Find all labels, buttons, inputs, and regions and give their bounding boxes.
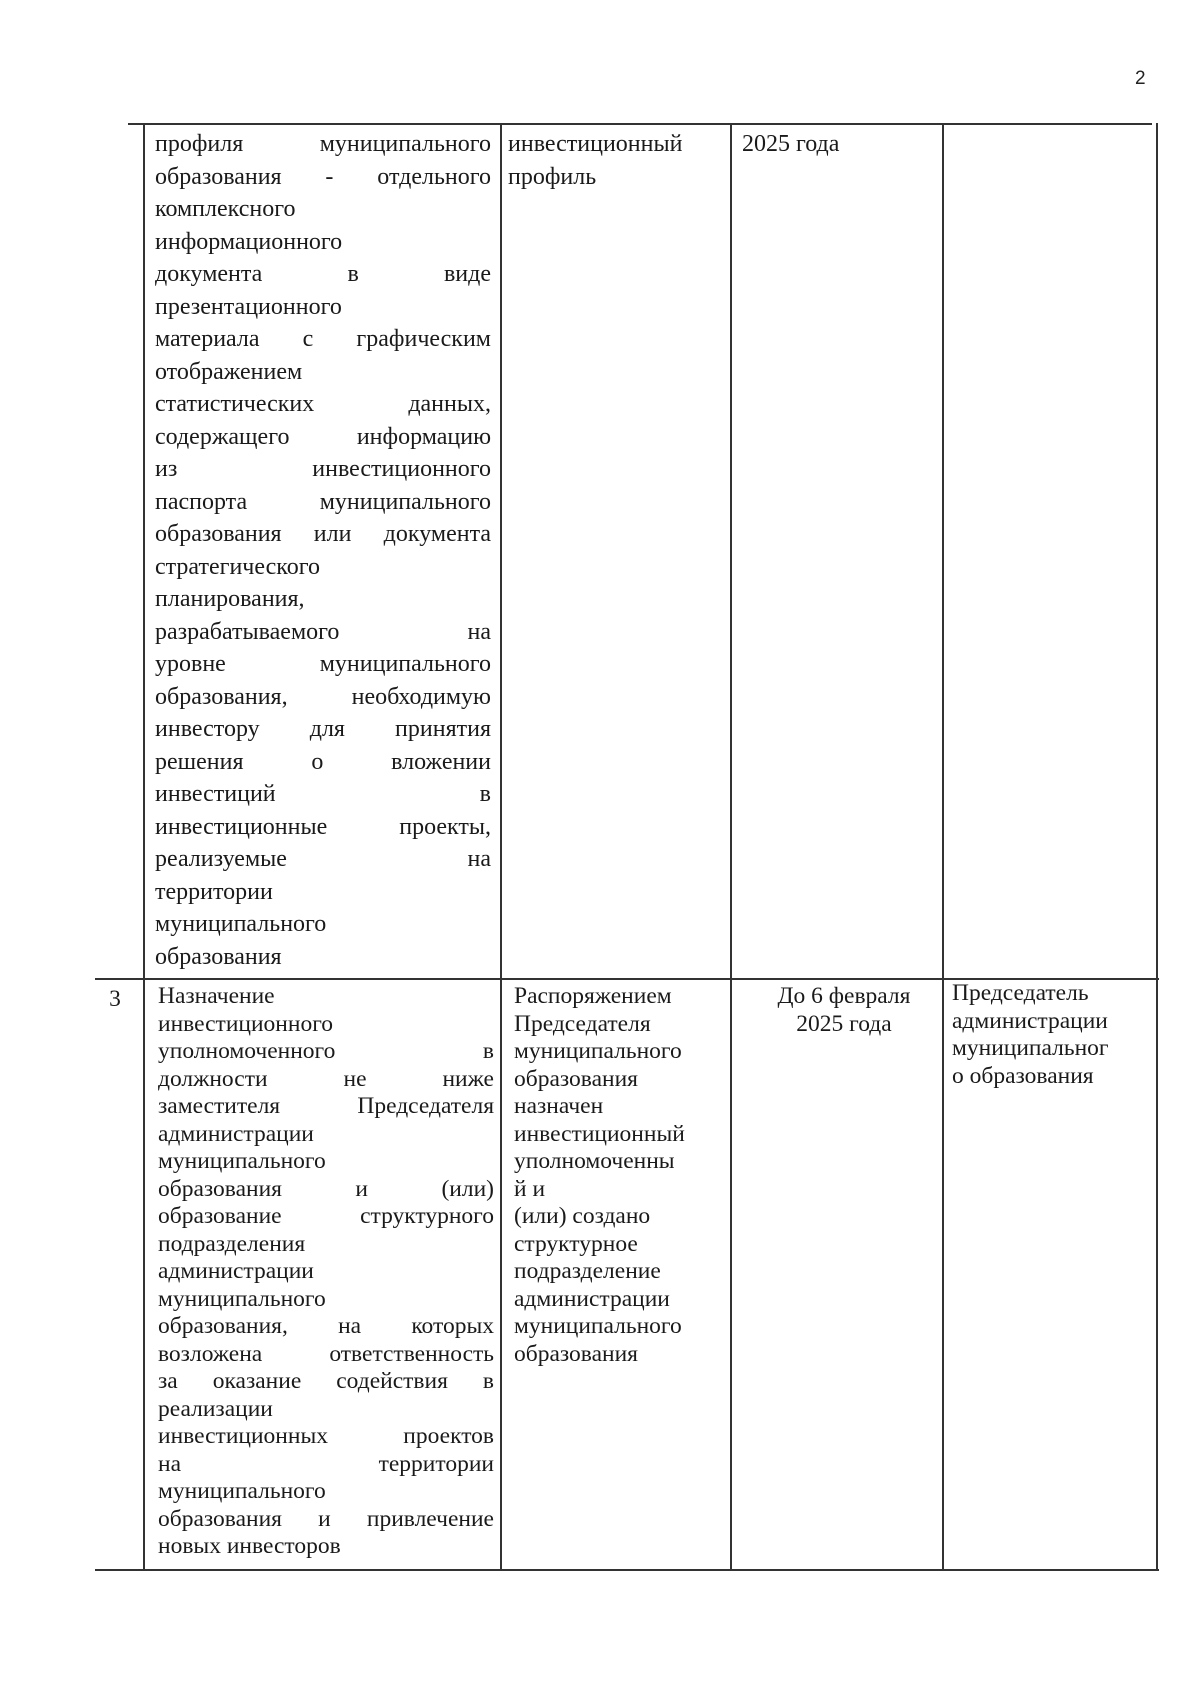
description-line: материала с графическим (155, 326, 491, 352)
deadline (742, 128, 938, 161)
description-line: образования, необходимую (155, 683, 491, 710)
result-line: образования (514, 1065, 638, 1092)
description-line: образования и привлечение (158, 1505, 494, 1532)
description-line: администрации (158, 1120, 314, 1147)
description-line: подразделения (158, 1230, 306, 1257)
description-line: презентационного (155, 293, 342, 320)
description-line: инвестиций в (155, 781, 491, 807)
deadline (752, 983, 936, 1038)
description-line: муниципального (158, 1285, 326, 1312)
description-line: разрабатываемого на (155, 618, 491, 645)
description-line: Назначение (158, 983, 275, 1009)
description-line: профиля муниципального (155, 131, 491, 157)
responsible-line: администрации (952, 1007, 1108, 1034)
responsible-line: муниципальног (952, 1035, 1109, 1061)
description-line: образования - отдельного (155, 163, 491, 190)
responsible-line: о образования (952, 1062, 1094, 1089)
description-line: возложена ответственность (158, 1340, 494, 1367)
description-line: инвестиционного (158, 1010, 334, 1037)
deadline-line: 2025 года (796, 1010, 892, 1037)
description-line: паспорта муниципального (155, 488, 491, 515)
table-bottom-border (95, 1569, 1159, 1571)
column-border (143, 123, 145, 1569)
deadline-line: До 6 февраля (777, 983, 911, 1009)
result-line: инвестиционный (508, 131, 683, 157)
responsible (952, 980, 1154, 1090)
result-line: администрации (514, 1285, 670, 1312)
page-number: 2 (1135, 68, 1146, 89)
description-line: уполномоченного в (158, 1038, 494, 1064)
result-line: образования (514, 1340, 638, 1367)
task-description (155, 128, 491, 973)
column-border (500, 123, 502, 1569)
result-line: назначен (514, 1093, 604, 1119)
result-line: уполномоченны (514, 1148, 675, 1174)
description-line: образования или документа (155, 521, 491, 547)
description-line: образования (155, 943, 282, 970)
result-line: подразделение (514, 1258, 661, 1284)
description-line: инвестиционных проектов (158, 1423, 494, 1449)
table-top-border (128, 123, 1152, 125)
description-line: реализуемые на (155, 846, 491, 872)
description-line: комплексного (155, 196, 296, 222)
description-line: реализации (158, 1395, 273, 1422)
description-line: образования, на которых (158, 1313, 494, 1339)
deadline-line: 2025 года (742, 131, 840, 157)
result-line: Председателя (514, 1010, 651, 1037)
description-line: из инвестиционного (155, 456, 491, 482)
description-line: новых инвесторов (158, 1533, 341, 1559)
description-line: стратегического (155, 553, 320, 580)
column-border (1156, 123, 1158, 1569)
description-line: на территории (158, 1450, 494, 1477)
description-line: уровне муниципального (155, 651, 491, 677)
description-line: инвестиционные проекты, (155, 813, 491, 840)
description-line: заместителя Председателя (158, 1093, 494, 1119)
responsible-line: Председатель (952, 980, 1089, 1006)
task-description (158, 983, 494, 1561)
result-line: муниципального (514, 1313, 682, 1339)
description-line: содержащего информацию (155, 423, 491, 450)
result-line: инвестиционный (514, 1120, 685, 1147)
description-line: муниципального (158, 1148, 326, 1174)
description-line: должности не ниже (158, 1065, 494, 1092)
result-line: й и (514, 1175, 546, 1202)
description-line: образование структурного (158, 1203, 494, 1229)
result-line: муниципального (514, 1038, 682, 1064)
row-number: 3 (109, 986, 121, 1012)
expected-result (514, 983, 728, 1368)
result-line: структурное (514, 1230, 638, 1257)
description-line: за оказание содействия в (158, 1368, 494, 1394)
description-line: отображением (155, 358, 303, 385)
column-border (730, 123, 732, 1569)
description-line: решения о вложении (155, 748, 491, 775)
description-line: администрации (158, 1258, 314, 1284)
description-line: территории (155, 878, 273, 905)
result-line: (или) создано (514, 1203, 651, 1229)
description-line: инвестору для принятия (155, 716, 491, 742)
description-line: планирования, (155, 586, 305, 612)
description-line: информационного (155, 228, 343, 255)
expected-result (508, 128, 726, 193)
description-line: статистических данных, (155, 391, 491, 417)
description-line: образования и (или) (158, 1175, 494, 1202)
column-border (942, 123, 944, 1569)
description-line: муниципального (158, 1478, 326, 1504)
description-line: документа в виде (155, 261, 491, 287)
result-line: Распоряжением (514, 983, 672, 1009)
description-line: муниципального (155, 911, 327, 937)
result-line: профиль (508, 163, 597, 190)
